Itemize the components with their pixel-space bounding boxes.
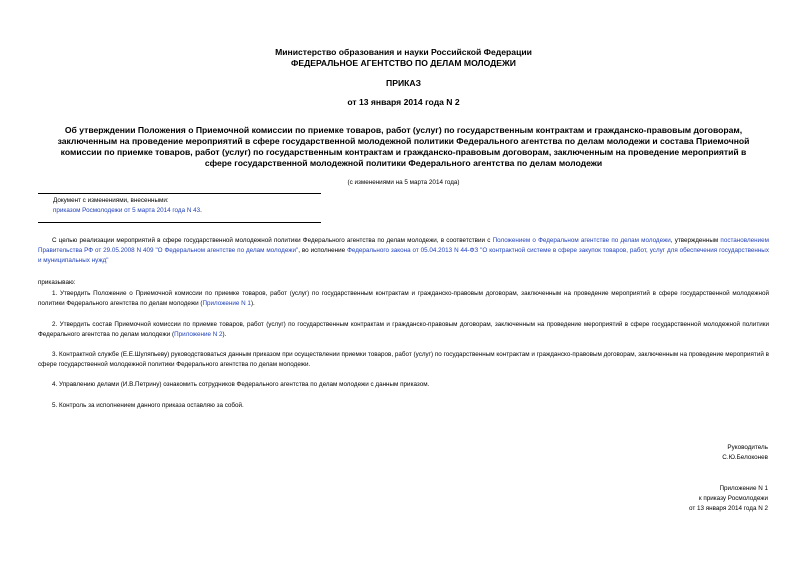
appendix-line-1: Приложение N 1	[719, 485, 768, 492]
order-item-3: 3. Контрактной службе (Е.Е.Шуляпьеву) руководствоваться данным приказом при осуществлении приемки товаров, работ (услуг) по государственным контрактам и гражданско-правовым договорам, заключенным на проведение мероприятий в сфере государственной молодежной политики Федерального агентства по делам молодежи.	[38, 351, 769, 369]
appendix-line-3: от 13 января 2014 года N 2	[688, 505, 768, 512]
title-line-3: комиссии по приемке товаров, работ (услуг) по государственным контрактам и гражданско-правовым договорам, заключенным на проведение мероприятий в	[60, 147, 747, 157]
title-line-4: сфере государственной молодежной политики Федерального агентства по делам молодежи	[204, 158, 603, 168]
order-item-4: 4. Управлению делами (И.В.Петрину) ознакомить сотрудников Федерального агентства по делам молодежи с данным приказом.	[52, 381, 430, 388]
order-item-2: 2. Утвердить состав Приемочной комиссии по приемке товаров, работ (услуг) по государственным контрактам и гражданско-правовым договорам, заключенным на проведение мероприятий в сфере государственной молодежной политики Федерального агентства по делам молодежи (Приложение N 2).	[38, 321, 769, 339]
preamble-paragraph: С целью реализации мероприятий в сфере государственной молодежной политики Федерального агентства по делам молодежи, в соответствии с Положением о Федеральном агентстве по делам молодежи, утвержденным постановлением Правительства РФ от 29.05.2008 N 409 "О Федеральном агентстве по делам молодежи", во исполнение Федерального закона от 05.04.2013 N 44-ФЗ "О контрактной системе в сфере закупок товаров, работ, услуг для обеспечения государственных и муниципальных нужд"	[38, 237, 769, 265]
divider-top	[38, 193, 321, 194]
order-item-1: 1. Утвердить Положение о Приемочной комиссии по приемке товаров, работ (услуг) по государственным контрактам и гражданско-правовым договорам, заключенным на проведение мероприятий в сфере государственной молодежной политики Федерального агентства по делам молодежи (Приложение N 1).	[38, 290, 769, 308]
changes-label: Документ с изменениями, внесенными:	[53, 197, 169, 204]
federal-law-link[interactable]: Федерального закона от 05.04.2013 N 44-ФЗ "О контрактной системе в сфере закупок товаров, работ, услуг для обеспечения государственных и муниципальных нужд"	[38, 247, 769, 265]
changes-reference: приказом Росмолодежи от 5 марта 2014 года N 43.	[53, 207, 202, 214]
appendix-line-2: к приказу Росмолодежи	[698, 495, 768, 502]
document-type: ПРИКАЗ	[386, 78, 421, 88]
amendment-note: (с изменениями на 5 марта 2014 года)	[347, 179, 460, 186]
signature-role: Руководитель	[727, 444, 768, 451]
divider-bottom	[38, 222, 321, 223]
signature-name: С.Ю.Белоконев	[722, 454, 768, 461]
title-line-2: заключенным на проведение мероприятий в сфере государственной молодежной политики Федерального агентства по делам молодежи и состава Приемочной	[57, 136, 750, 146]
document-date: от 13 января 2014 года N 2	[347, 97, 460, 107]
order-item-5: 5. Контроль за исполнением данного приказа оставляю за собой.	[52, 402, 244, 409]
order-word: приказываю:	[38, 279, 76, 286]
appendix-1-link[interactable]: Приложение N 1	[202, 300, 251, 308]
agency-name: ФЕДЕРАЛЬНОЕ АГЕНТСТВО ПО ДЕЛАМ МОЛОДЕЖИ	[291, 58, 516, 68]
ministry-name: Министерство образования и науки Российской Федерации	[275, 47, 532, 57]
title-line-1: Об утверждении Положения о Приемочной комиссии по приемке товаров, работ (услуг) по государственным контрактам и гражданско-правовым договорам,	[64, 125, 743, 135]
amending-order-link[interactable]: приказом Росмолодежи от 5 марта 2014 года N 43	[53, 207, 201, 214]
government-decree-link[interactable]: постановлением Правительства РФ от 29.05.2008 N 409 "О Федеральном агентстве по делам молодежи"	[38, 237, 769, 255]
regulation-link[interactable]: Положением о Федеральном агентстве по делам молодежи	[492, 237, 671, 244]
appendix-2-link[interactable]: Приложение N 2	[174, 331, 223, 339]
